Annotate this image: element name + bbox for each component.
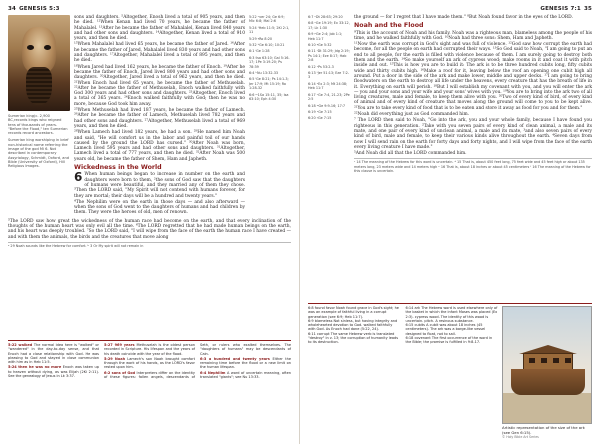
study-note-text: A cubit was about 18 inches (45 centimeters). The ark was a barge-like vessel designed to float, not to sail.	[405, 323, 486, 336]
study-note-reference: 6:11 corrupt	[308, 331, 331, 336]
study-note	[308, 319, 401, 332]
study-note	[308, 332, 401, 345]
left-top-area	[8, 15, 291, 217]
cross-reference: 5:32 ʰGe 6:10; 10:21	[249, 43, 285, 48]
cross-references-right	[308, 15, 350, 173]
cross-reference: 6:19 ˣGe 7:15	[308, 109, 332, 114]
study-note	[308, 306, 401, 319]
study-note	[200, 357, 291, 370]
page-number-right: 35	[583, 6, 592, 12]
right-para-3: ¹¹Now the earth was corrupt in God's sight and was full of violence. ¹²God saw how corrupt the earth had become, for all the people on earth had corrupted their ways. ¹³So God said to Noah, "I am going to put an end to all people, for the earth is filled with violence because of them. I am surely going to destroy both them and the earth. ¹⁴So make yourself an ark of cypress wood; make rooms in it and coat it with pitch inside and out. ¹⁵This is how you are to build it: The ark is to be three hundred cubits long, fifty cubits wide and thirty cubits high. ¹⁶Make a roof for it, leaving below the roof an opening one cubit high all around. Put a door in the side of the ark and make lower, middle and upper decks. ¹⁷I am going to bring floodwaters on the earth to destroy all life under the heavens, every creature that has the breath of life in it. Everything on earth will perish. ¹⁸But I will establish my covenant with you, and you will enter the ark — you and your sons and your wife and your sons' wives with you. ¹⁹You are to bring into the ark two of all living creatures, male and female, to keep them alive with you. ²⁰Two of every kind of bird, of every kind of animal and of every kind of creature that moves along the ground will come to you to be kept alive. ²¹You are to take every kind of food that is to be eaten and store it away as food for you and for them."	[354, 42, 593, 111]
section-heading-noah: Noah and the Flood	[354, 22, 424, 30]
study-note	[104, 343, 195, 356]
right-page	[300, 0, 600, 444]
ark-caption-text: Artistic representation of the size of the ark (see Gen 6:15).	[502, 425, 585, 435]
study-note-text: Methuselah is the oldest person recorded in Scripture. His lifespan and the years of his death coincide with the year of the flood.	[104, 343, 195, 356]
sumerian-statue-image	[8, 15, 70, 111]
ark-caption	[502, 426, 592, 440]
cross-references-left	[249, 15, 291, 217]
footnotes-left: ᵃ 29 Noah sounds like the Hebrew for comfort. ᵇ 3 Or My spirit will not remain in	[8, 242, 291, 248]
statue-column	[8, 15, 70, 217]
study-note-reference: 6:18 covenant	[405, 336, 432, 341]
study-note-reference: 5:24 then he was no more	[8, 365, 63, 370]
study-note	[406, 336, 499, 345]
left-para-5: ²⁸When Lamech had lived 182 years, he had a son. ²⁹He named him Noah and said, "He will comfort us in the labor and painful toil of our hands caused by the ground the LORD has cursed." ³⁰After Noah was born, Lamech lived 595 years and had other sons and daughters. ³¹Altogether, Lamech lived a total of 777 years, and then he died. ³²After Noah was 500 years old, he became the father of Shem, Ham and Japheth.	[74, 130, 245, 162]
study-note-reference: 6:3 a hundred and twenty years	[200, 356, 273, 361]
cross-reference: 6:5 ˡGe 8:21; Ps 14:1-3; Jer 17:9; Mt 15:19; Ro 1:28-32	[249, 77, 289, 91]
study-note-reference: 6:8 found favor	[308, 306, 337, 310]
right-para-2: ⁹This is the account of Noah and his family. Noah was a righteous man, blameless among the people of his time, and he walked faithfully with God. ¹⁰Noah had three sons: Shem, Ham and Japheth.	[354, 30, 592, 41]
right-para-1: the ground — for I regret that I have made them." ⁸But Noah found favor in the eyes of the LORD.	[354, 15, 573, 20]
cross-reference: 5:24 ᶠHeb 11:5; 2Ki 2:1, 11	[249, 25, 290, 35]
book-reference-left: GENESIS 5:3	[19, 6, 60, 12]
cross-reference: 6:10 ᵠGe 5:32	[308, 43, 332, 48]
study-note-text: The first occurrence of the word in the Bible; the promise is fulfilled in 9:8-17.	[405, 336, 493, 345]
study-note-text: Noah found grace in God's sight; he was an example of faithful living in a corrupt generation (see 6:9; Heb 11:7).	[308, 306, 399, 319]
right-para-5: ⁷ The LORD then said to Noah, "Go into the ark, you and your whole family, because I have found you righteous in this generation. ²Take with you seven pairs of every kind of clean animal, a male and its mate, and one pair of every kind of unclean animal, a male and its mate, ³and also seven pairs of every kind of bird, male and female, to keep their various kinds alive throughout the earth. ⁴Seven days from now I will send rain on the earth for forty days and forty nights, and I will wipe from the face of the earth every living creature I have made."	[354, 118, 592, 150]
page-header-left	[8, 6, 291, 12]
book-reference-right: GENESIS 7:1	[540, 6, 581, 12]
study-note	[200, 371, 291, 380]
study-note-text: The normal idea here is "walked" or "wandered" in the day-to-day sense, and that Enoch had a close relationship with God. He was pleasing to God and stayed in close communion with him as in Heb 11:5.	[8, 343, 99, 365]
ark-copyright: © Holy Bible Art Series	[502, 435, 539, 440]
left-para-6: When human beings began to increase in number on the earth and daughters were born to them, ²the sons of God saw that the daughters of humans were beautiful, and they married any of them they chose. ³Then the LORD said, "My Spirit will not contend with humans forever, for they are mortal; their days will be a hundred and twenty years."	[74, 172, 245, 199]
cross-reference: 6:3 ʲIsa 63:10; Gal 5:16-17; 1Pe 3:19-20; Ps 78:39	[249, 55, 290, 69]
cross-reference: 6:4 ᵏNu 13:32-33	[249, 71, 279, 76]
study-note-reference: 6:9 blameless	[308, 318, 334, 323]
study-notes-left	[8, 340, 291, 440]
study-note	[406, 323, 499, 336]
study-note-reference: 6:15 cubits	[405, 323, 427, 328]
study-note	[104, 357, 195, 370]
statue-caption: Sumerian king(c. 2,900 BC,records kings who reigned tens of thousands of years. "Before the Flood," ten Sumerian records record ancestors.	[8, 114, 68, 136]
left-para-8: ⁵The LORD saw how great the wickedness of the human race had become on the earth, and that every inclination of the thoughts of the human heart was only evil all the time. ⁶The LORD regretted that he had made human beings on the earth, and his heart was deeply troubled. ⁷So the LORD said, "I will wipe from the face of the earth the human race I have created — and with them the animals, the birds and the creatures that move along	[8, 218, 291, 240]
cross-reference: 6:17 ᵛGe 7:4, 21-23; 2Pe 2:5	[308, 92, 350, 102]
study-note-reference: 5:29 Noah	[104, 356, 128, 361]
study-note-text: Enoch was taken up to heaven without dying, as was Elijah (2Ki 2:11). See the genealogy of Jesus in Lk 3:37.	[8, 365, 99, 379]
ark-artwork-block	[502, 306, 592, 440]
study-note-reference: 6:4 Nephilim	[200, 370, 228, 375]
cross-reference: 6:8 ᵒGe 19:19; Ex 33:12, 17; Lk 1:30	[308, 21, 350, 30]
cross-reference: 5:22 ᵉver 24; Ge 6:9; Mic 6:8; Mal 2:6	[249, 15, 285, 24]
page-number-left: 34	[8, 6, 17, 12]
right-para-6: ⁵And Noah did all that the LORD commanded him.	[354, 151, 467, 157]
cross-reference: 5:29 ᵍRo 8:20	[249, 36, 273, 41]
cross-reference: 6:1 ⁱGe 1:28	[249, 49, 270, 54]
study-note	[8, 365, 99, 378]
study-note-text: A word of uncertain meaning, often translated "giants"; see Nu 13:33.	[200, 370, 291, 380]
study-note-reference: 5:27 969 years	[104, 343, 137, 347]
cross-reference: 6:14 ᵘEx 2:3; Mt 24:38; Heb 11:7	[308, 81, 348, 91]
left-full-width-text	[8, 219, 291, 248]
study-note-text: Interpreters differ on the identity of these figures: fallen angels, descendants of Seth, or rulers who exalted themselves. The "daughters of humans" may be descendants of Cain.	[104, 343, 291, 380]
left-para-7: ⁴The Nephilim were on the earth in those days — and also afterward — when the sons of God went to the daughters of humans and had children by them. They were the heroes of old, men of renown.	[74, 199, 245, 216]
study-note	[406, 306, 499, 323]
cross-reference: 6:7 ⁿDt 28:63; 29:20	[308, 15, 343, 19]
study-note-text: The same Hebrew verb is translated "destroy" in v. 13; the corruption of humanity leads to its destruction.	[308, 331, 399, 345]
left-para-1: sons and daughters. ⁵Altogether, Enosh lived a total of 905 years, and then he died. ¹²When Kenan had lived 70 years, he became the father of Mahalalel. ¹³After he became the father of Mahalalel, Kenan lived 840 years and had other sons and daughters. ¹⁴Altogether, Kenan lived a total of 910 years, and then he died.	[74, 15, 245, 42]
right-top-area	[308, 15, 592, 173]
left-para-4: ²⁵When Methuselah had lived 187 years, he became the father of Lamech. ²⁶After he became the father of Lamech, Methuselah lived 782 years and had other sons and daughters. ²⁷Altogether, Methuselah lived a total of 969 years, and then he died.	[74, 108, 245, 129]
study-note-reference: 6:14 ark	[405, 306, 422, 310]
study-note-text: The Hebrew word is used elsewhere only of the basket in which the infant Moses was placed (Ex 2:3). cypress wood. The identity of this wood is uncertain. pitch. A resinous substance.	[405, 306, 498, 323]
left-para-3: ¹⁸When Jared had lived 162 years, he became the father of Enoch. ¹⁹After he became the father of Enoch, Jared lived 800 years and had other sons and daughters. ²⁰Altogether, Jared lived a total of 962 years, and then he died. ²¹When Enoch had lived 65 years, he became the father of Methuselah. ²²After he became the father of Methuselah, Enoch walked faithfully with God 300 years and had other sons and daughters. ²³Altogether, Enoch lived a total of 365 years. ²⁴Enoch walked faithfully with God; then he was no more, because God took him away.	[74, 64, 245, 107]
ark-illustration	[502, 306, 592, 424]
chapter-number-6: 6	[74, 170, 83, 185]
footnotes-right: ᶜ 14 The meaning of the Hebrew for this word is uncertain. ᵈ 15 That is, about 450 feet long, 75 feet wide and 45 feet high or about 135 meters long, 23 meters wide and 14 meters high ᵉ 16 That is, about 18 inches or about 45 centimeters ᶠ 16 The meaning of the Hebrew for this clause is uncertain.	[354, 160, 591, 173]
study-note-reference: 6:2 sons of God	[104, 370, 137, 375]
cross-reference: 6:20 ʸGe 7:15	[308, 116, 332, 121]
cross-reference: 6:18 ʷGe 9:9-16; 17:7	[308, 103, 346, 108]
cross-reference: 6:9 ᵖGe 2:4; Job 1:1; Heb 11:7	[308, 32, 343, 41]
cross-reference: 6:12 ˢPs 53:2-3	[308, 64, 334, 69]
study-note-text: Not sinless, but having integrity and wholehearted devotion to God. walked faithfully with God. As Enoch had done (5:22, 24).	[308, 318, 398, 332]
study-note-reference: 5:22 walked	[8, 343, 34, 347]
page-header-right	[308, 6, 592, 12]
right-para-4: ²²Noah did everything just as God commanded him.	[354, 112, 470, 118]
cross-reference: 6:13 ᵗJer 51:13; Eze 7:2-3	[308, 71, 350, 80]
right-main-text	[354, 15, 592, 173]
left-main-text	[74, 15, 245, 217]
right-notes-area	[308, 303, 592, 440]
left-para-2: ¹⁵When Mahalalel had lived 65 years, he became the father of Jared. ¹⁶After he became the father of Jared, Mahalalel lived 830 years and had other sons and daughters. ¹⁷Altogether, Mahalalel lived a total of 895 years, and then he died.	[74, 42, 245, 64]
statue-caption-credit: Sumerian king worshiping in brief non-historical name referring the image of the god Mi 6. Not described in contemporary Assyriology, Schmidt, Oxford, and Bible (University of Oxford), Hill Religious Images.	[8, 138, 70, 169]
cross-reference: 6:6 ᵐ1Sa 15:11, 35; Isa 63:10; Eph 4:30	[249, 92, 289, 102]
study-notes-right	[308, 306, 498, 440]
study-note	[8, 343, 99, 364]
cross-reference: 6:11 ʳDt 31:29; Jdg 2:19; Ps 14:1; Eze 8:17; Hab 2:8	[308, 49, 350, 63]
section-heading-wickedness: Wickedness in the World	[74, 164, 162, 172]
study-note-text: Either the remaining time before the flood or a new limit on the human lifespan.	[200, 356, 291, 370]
study-note-text: Lamech's son Noah brought comfort through the work of his hands, as the LORD's favor rested upon him.	[104, 356, 195, 370]
